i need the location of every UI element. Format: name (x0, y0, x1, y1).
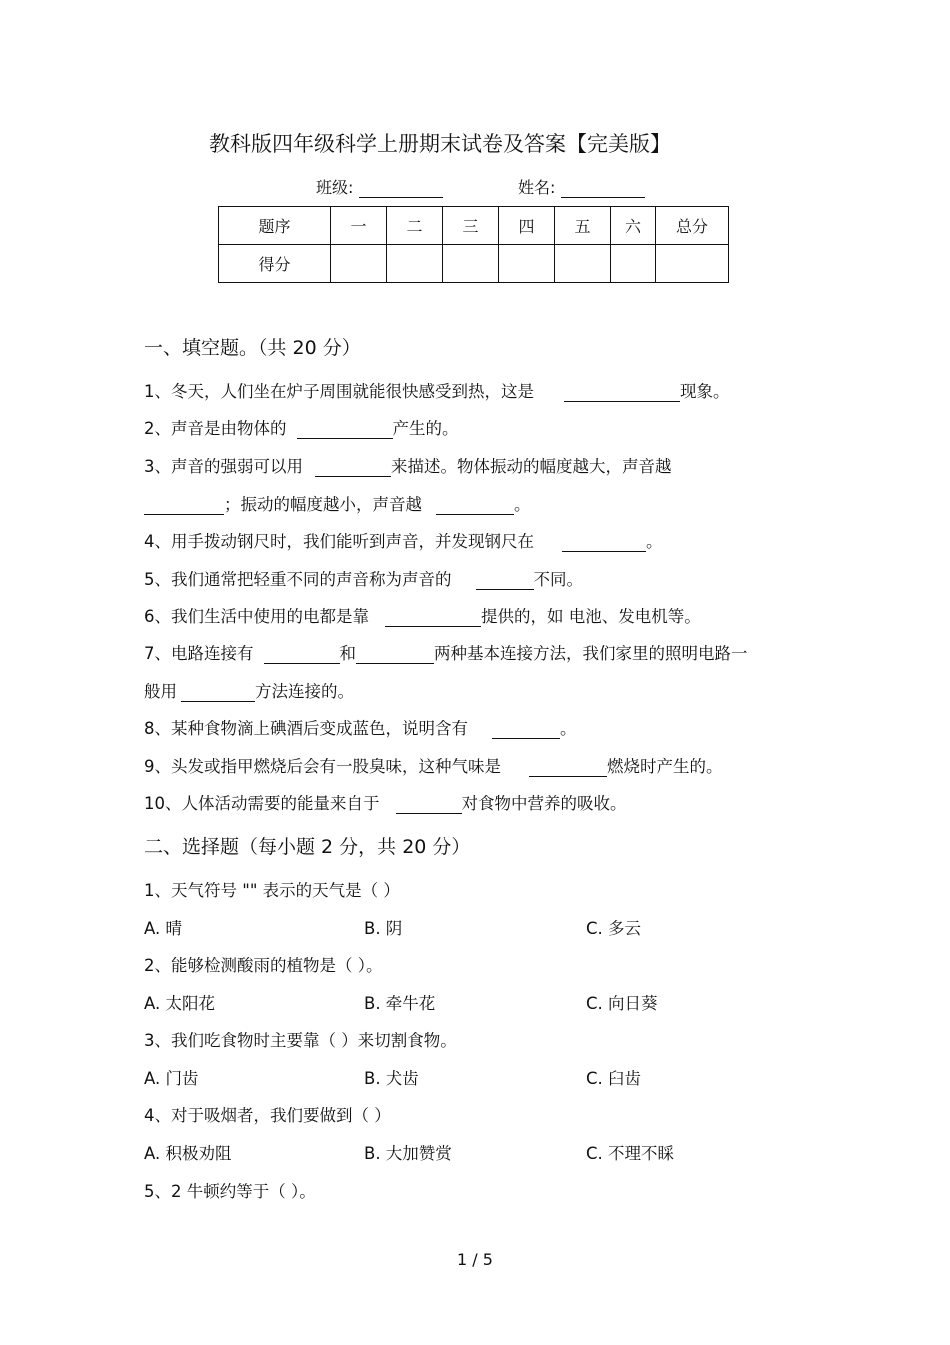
question-text: 。 (514, 495, 531, 514)
choice-option-c[interactable]: C. 不理不睬 (586, 1144, 675, 1163)
answer-blank[interactable] (492, 722, 560, 739)
question-text: 对食物中营养的吸收。 (461, 794, 627, 813)
answer-blank[interactable] (144, 498, 224, 515)
answer-blank[interactable] (264, 647, 340, 664)
score-table-header-row (219, 207, 729, 245)
question-text: 来描述。物体振动的幅度越大，声音越 (391, 457, 672, 476)
question-text: 4、用手拨动钢尺时，我们能听到声音，并发现钢尺在 (144, 532, 534, 551)
question-2 (144, 415, 459, 439)
score-header-cell: 四 (499, 207, 555, 245)
answer-blank[interactable] (564, 385, 680, 402)
score-header-cell: 题序 (219, 207, 331, 245)
score-cell[interactable] (555, 245, 611, 283)
score-cell[interactable] (611, 245, 656, 283)
question-text: 3、声音的强弱可以用 (144, 457, 303, 476)
question-8 (144, 715, 577, 739)
answer-blank[interactable] (356, 647, 434, 664)
answer-blank[interactable] (315, 460, 391, 477)
question-3-cont (144, 491, 531, 515)
question-4 (144, 528, 663, 552)
question-text: 5、我们通常把轻重不同的声音称为声音的 (144, 570, 452, 589)
choice-option-c[interactable]: C. 向日葵 (586, 994, 658, 1013)
score-header-cell: 总分 (656, 207, 729, 245)
question-text: 7、电路连接有 (144, 644, 254, 663)
choice-question-1: 1、天气符号 "" 表示的天气是（ ） (144, 881, 400, 900)
question-text: 9、头发或指甲燃烧后会有一股臭味，这种气味是 (144, 757, 501, 776)
section1-title: 一、填空题。（共 20 分） (144, 337, 361, 359)
question-text: 10、人体活动需要的能量来自于 (144, 794, 380, 813)
question-5 (144, 566, 583, 590)
question-text: 不同。 (533, 570, 583, 589)
score-header-cell: 六 (611, 207, 656, 245)
question-text: 方法连接的。 (255, 682, 354, 701)
score-cell[interactable] (331, 245, 387, 283)
choice-option-a[interactable]: A. 门齿 (144, 1069, 199, 1088)
page-title: 教科版四年级科学上册期末试卷及答案【完美版】 (209, 132, 671, 156)
choice-option-b[interactable]: B. 大加赞赏 (364, 1144, 452, 1163)
question-text: 和 (339, 644, 356, 663)
score-table (218, 206, 729, 283)
name-field (518, 175, 645, 198)
answer-blank[interactable] (476, 573, 534, 590)
score-header-cell: 二 (387, 207, 443, 245)
question-text: 般用 (144, 682, 177, 701)
score-header-cell: 五 (555, 207, 611, 245)
class-field (316, 175, 443, 198)
class-blank (359, 181, 443, 198)
choice-option-b[interactable]: B. 牵牛花 (364, 994, 436, 1013)
question-text: 8、某种食物滴上碘酒后变成蓝色，说明含有 (144, 719, 468, 738)
answer-blank[interactable] (562, 535, 646, 552)
score-cell[interactable] (387, 245, 443, 283)
question-text: 产生的。 (392, 419, 459, 438)
answer-blank[interactable] (297, 422, 393, 439)
score-cell[interactable] (656, 245, 729, 283)
question-text: ；振动的幅度越小，声音越 (224, 495, 422, 514)
answer-blank[interactable] (529, 760, 607, 777)
score-row-label: 得分 (219, 245, 331, 283)
question-text: 2、声音是由物体的 (144, 419, 287, 438)
answer-blank[interactable] (436, 498, 514, 515)
choice-question-2: 2、能够检测酸雨的植物是（ ）。 (144, 956, 383, 975)
choice-option-b[interactable]: B. 犬齿 (364, 1069, 419, 1088)
name-blank (561, 181, 645, 198)
question-7 (144, 640, 748, 664)
question-text: 两种基本连接方法，我们家里的照明电路一 (434, 644, 748, 663)
answer-blank[interactable] (385, 610, 481, 627)
question-7-cont (144, 678, 354, 702)
question-text: 。 (646, 532, 663, 551)
class-label: 班级: (316, 178, 354, 197)
question-9 (144, 753, 723, 777)
score-header-cell: 一 (331, 207, 387, 245)
choice-option-c[interactable]: C. 臼齿 (586, 1069, 642, 1088)
question-text: 燃烧时产生的。 (607, 757, 723, 776)
question-text: 6、我们生活中使用的电都是靠 (144, 607, 369, 626)
answer-blank[interactable] (396, 797, 462, 814)
question-3 (144, 453, 672, 477)
question-text: 现象。 (680, 382, 730, 401)
answer-blank[interactable] (181, 685, 255, 702)
choice-question-5: 5、2 牛顿约等于（ ）。 (144, 1182, 316, 1201)
choice-option-a[interactable]: A. 积极劝阻 (144, 1144, 232, 1163)
choice-option-a[interactable]: A. 晴 (144, 919, 182, 938)
choice-option-a[interactable]: A. 太阳花 (144, 994, 215, 1013)
question-text: 。 (560, 719, 577, 738)
choice-option-c[interactable]: C. 多云 (586, 919, 642, 938)
question-1 (144, 378, 730, 402)
question-10 (144, 790, 627, 814)
choice-question-4: 4、对于吸烟者，我们要做到（ ） (144, 1106, 391, 1125)
choice-question-3: 3、我们吃食物时主要靠（ ）来切割食物。 (144, 1031, 457, 1050)
question-text: 1、冬天，人们坐在炉子周围就能很快感受到热，这是 (144, 382, 534, 401)
question-text: 提供的，如 电池、发电机等。 (481, 607, 701, 626)
choice-option-b[interactable]: B. 阴 (364, 919, 403, 938)
score-table-row (219, 245, 729, 283)
page-number: 1 / 5 (457, 1250, 493, 1269)
question-6 (144, 603, 701, 627)
score-cell[interactable] (443, 245, 499, 283)
score-cell[interactable] (499, 245, 555, 283)
score-header-cell: 三 (443, 207, 499, 245)
name-label: 姓名: (518, 178, 556, 197)
section2-title: 二、选择题（每小题 2 分，共 20 分） (144, 836, 471, 858)
